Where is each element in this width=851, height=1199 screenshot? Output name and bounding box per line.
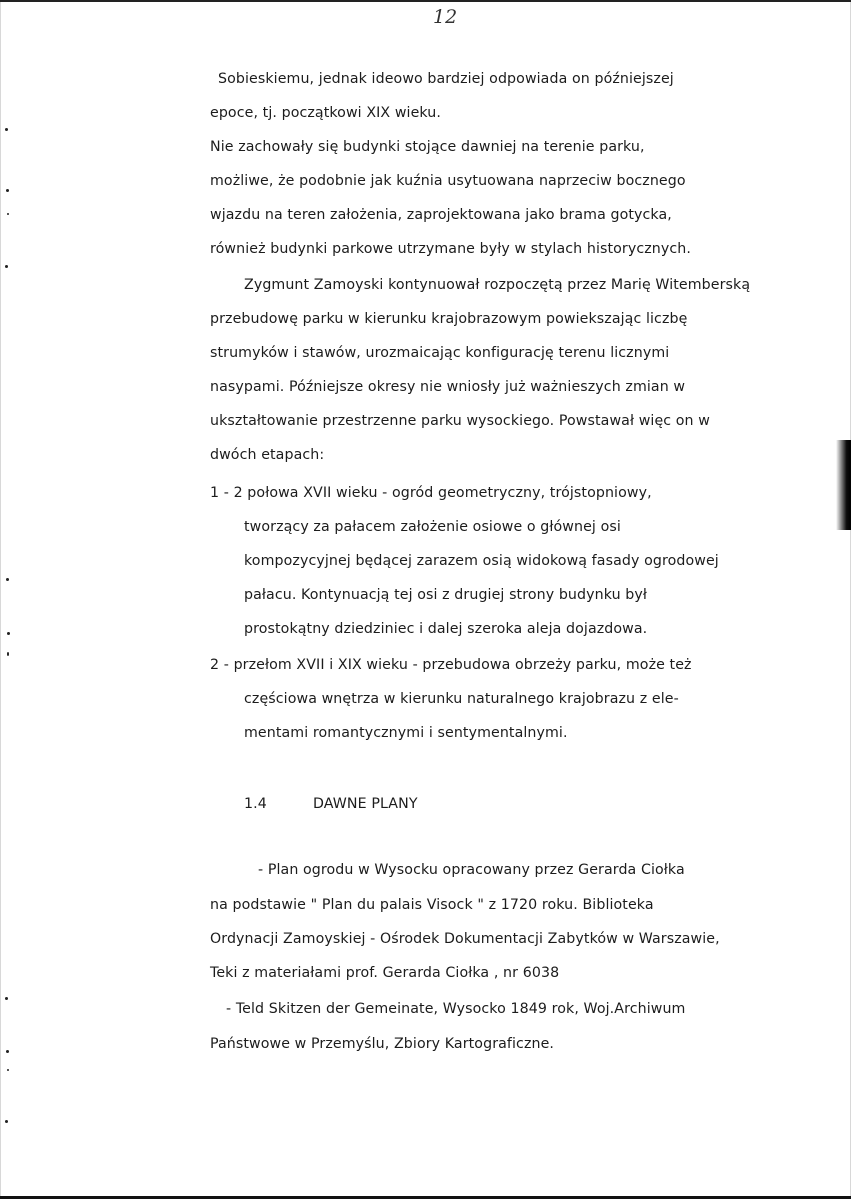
paragraph-2-line: ukształtowanie przestrzenne parku wysockiego. Powstawał więc on w — [210, 413, 710, 429]
plans-line: - Plan ogrodu w Wysocku opracowany przez Gerarda Ciołka — [258, 862, 685, 878]
stage-2-line: mentami romantycznymi i sentymentalnymi. — [244, 725, 568, 741]
scan-speck — [7, 1069, 9, 1071]
paragraph-2-line: dwóch etapach: — [210, 447, 325, 463]
plans-line: Ordynacji Zamoyskiej - Ośrodek Dokumentacji Zabytków w Warszawie, — [210, 931, 720, 947]
scan-speck — [6, 189, 9, 192]
stage-1-line: prostokątny dziedziniec i dalej szeroka aleja dojazdowa. — [244, 621, 648, 637]
paragraph-1-line: możliwe, że podobnie jak kuźnia usytuowana naprzeciw bocznego — [210, 173, 686, 189]
paragraph-1-line: Nie zachowały się budynki stojące dawniej na terenie parku, — [210, 139, 645, 155]
scan-speck — [7, 652, 9, 656]
stage-1-line: kompozycyjnej będącej zarazem osią widokową fasady ogrodowej — [244, 553, 719, 569]
paragraph-1-line: epoce, tj. początkowi XIX wieku. — [210, 105, 442, 121]
stage-2-line: częściowa wnętrza w kierunku naturalnego krajobrazu z ele- — [244, 691, 679, 707]
stage-1-line: 1 - 2 połowa XVII wieku - ogród geometryczny, trójstopniowy, — [210, 485, 652, 501]
section-number: 1.4 — [244, 796, 267, 812]
scan-speck — [5, 128, 8, 131]
paragraph-1-line: również budynki parkowe utrzymane były w stylach historycznych. — [210, 241, 691, 257]
section-title: DAWNE PLANY — [313, 796, 418, 812]
stage-1-line: tworzący za pałacem założenie osiowe o głównej osi — [244, 519, 621, 535]
plans-line: na podstawie " Plan du palais Visock " z 1720 roku. Biblioteka — [210, 897, 654, 913]
scan-speck — [5, 997, 8, 1000]
paragraph-2-line: Zygmunt Zamoyski kontynuował rozpoczętą przez Marię Witemberską — [244, 277, 751, 293]
page-number: 12 — [433, 6, 458, 28]
scan-speck — [5, 1120, 8, 1123]
paragraph-2-line: strumyków i stawów, urozmaicając konfigurację terenu licznymi — [210, 345, 670, 361]
scan-edge-shadow — [836, 440, 851, 530]
scan-speck — [7, 632, 10, 635]
paragraph-1-line: Sobieskiemu, jednak ideowo bardziej odpowiada on późniejszej — [218, 71, 674, 87]
plans-line: Państwowe w Przemyślu, Zbiory Kartograficzne. — [210, 1036, 555, 1052]
stage-2-line: 2 - przełom XVII i XIX wieku - przebudowa obrzeży parku, może też — [210, 657, 692, 673]
paragraph-2-line: nasypami. Późniejsze okresy nie wniosły już ważnieszych zmian w — [210, 379, 686, 395]
scan-speck — [6, 578, 9, 581]
paragraph-2-line: przebudowę parku w kierunku krajobrazowym powiekszając liczbę — [210, 311, 688, 327]
paragraph-1-line: wjazdu na teren założenia, zaprojektowana jako brama gotycka, — [210, 207, 672, 223]
scan-speck — [6, 1050, 9, 1053]
stage-1-line: pałacu. Kontynuacją tej osi z drugiej strony budynku był — [244, 587, 648, 603]
scan-speck — [7, 213, 9, 215]
plans-line: Teki z materiałami prof. Gerarda Ciołka , nr 6038 — [210, 965, 560, 981]
scan-speck — [5, 265, 8, 268]
scan-edge-top — [0, 0, 851, 2]
plans-line: - Teld Skitzen der Gemeinate, Wysocko 1849 rok, Woj.Archiwum — [226, 1001, 686, 1017]
